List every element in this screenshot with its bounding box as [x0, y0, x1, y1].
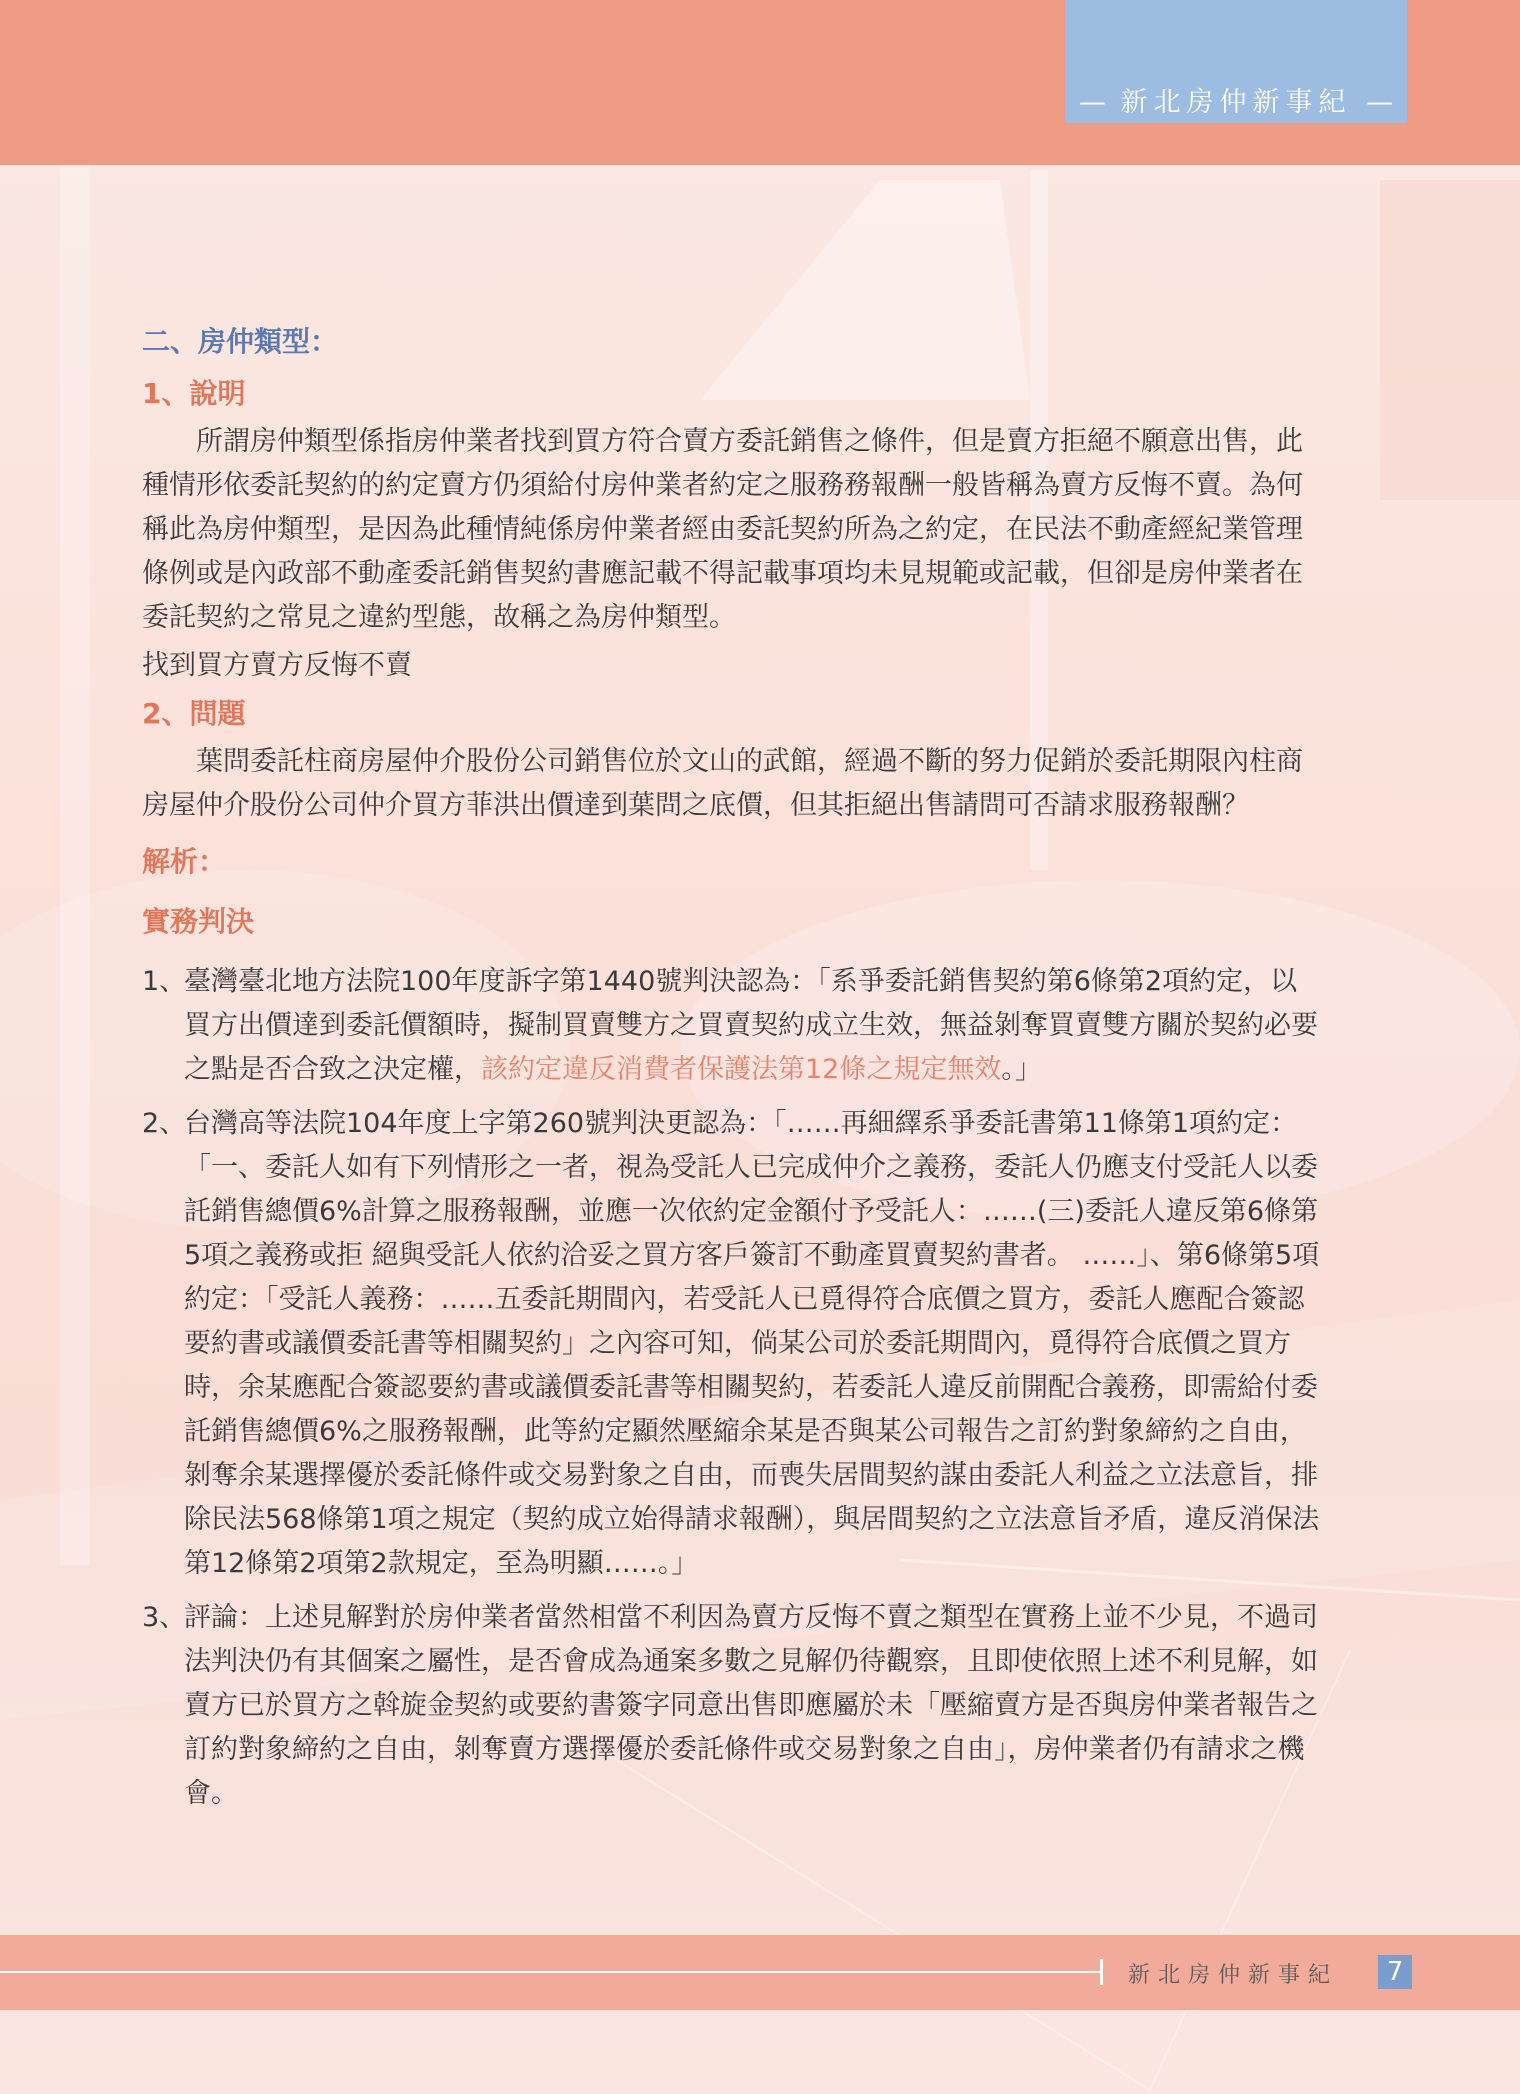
list-item [142, 1102, 1322, 1586]
section-heading: 二、房仲類型： [142, 325, 339, 358]
analysis-heading: 解析： [142, 845, 227, 878]
article-body [142, 320, 1322, 1826]
subheading-explanation: 1、說明 [142, 377, 246, 410]
subheading-question: 2、問題 [142, 697, 246, 730]
list-text-end: 。」 [1001, 1054, 1042, 1085]
footer-rule [0, 1971, 1100, 1973]
judgment-heading: 實務判決 [142, 905, 255, 938]
highlight-text: 該約定違反消費者保護法第12條之規定無效 [481, 1054, 1002, 1085]
footer-title: 新北房仲新事紀 [1128, 1963, 1339, 1988]
list-item [142, 1596, 1322, 1816]
page-number: 7 [1378, 1955, 1412, 1989]
list-text: 臺灣臺北地方法院100年度訴字第1440號判決認為：「系爭委託銷售契約第6條第2項約定，以買方出價達到委託價額時，擬制買賣雙方之買賣契約成立生效，無益剝奪買賣雙方關於契約必要之點是否合致之決定權， [184, 966, 1318, 1085]
list-text: 台灣高等法院104年度上字第260號判決更認為：「……再細繹系爭委託書第11條第1項約定：「一、委託人如有下列情形之一者，視為受託人已完成仲介之義務，委託人仍應支付受託人以委託銷售總價6%計算之服務報酬，並應一次依約定金額付予受託人：……(三)委託人違反第6條第5項之義務或拒 絕與受託人依約洽妥之買方客戶簽訂不動產買賣契約書者。 ……」、第6條第5項約定：「受託人義務：……五委託期間內，若受託人已覓得符合底價之買方，委託人應配合簽認要約書或議價委託書等相關契約」之內容可知，倘某公司於委託期間內，覓得符合底價之買方時，余某應配合簽認要約書或議價委託書等相關契約，若委託人違反前開配合義務，即需給付委託銷售總價6%之服務報酬，此等約定顯然壓縮余某是否與某公司報告之訂約對象締約之自由，剝奪余某選擇優於委託條件或交易對象之自由，而喪失居間契約謀由委託人利益之立法意旨，排除民法568條第1項之規定（契約成立始得請求報酬），與居間契約之立法意旨矛盾，違反消保法第12條第2項第2款規定，至為明顯……。」 [184, 1108, 1320, 1579]
paragraph-question: 葉問委託柱商房屋仲介股份公司銷售位於文山的武館，經過不斷的努力促銷於委託期限內柱商房屋仲介股份公司仲介買方菲洪出價達到葉問之底價，但其拒絕出售請問可否請求服務報酬？ [142, 746, 1303, 821]
header-title: — 新北房仲新事紀 — [1078, 87, 1394, 118]
paragraph-explanation: 所謂房仲類型係指房仲業者找到買方符合賣方委託銷售之條件，但是賣方拒絕不願意出售，此種情形依委託契約的約定賣方仍須給付房仲業者約定之服務務報酬一般皆稱為賣方反悔不賣。為何稱此為房仲類型，是因為此種情純係房仲業者經由委託契約所為之約定，在民法不動產經紀業管理條例或是內政部不動產委託銷售契約書應記載不得記載事項均未見規範或記載，但卻是房仲業者在委託契約之常見之違約型態，故稱之為房仲類型。 [142, 426, 1303, 633]
judgment-list [142, 960, 1322, 1816]
list-number: 2、 [142, 1108, 187, 1139]
list-item [142, 960, 1322, 1092]
list-text: 評論：上述見解對於房仲業者當然相當不利因為賣方反悔不賣之類型在實務上並不少見，不過司法判決仍有其個案之屬性，是否會成為通案多數之見解仍待觀察，且即使依照上述不利見解，如賣方已於買方之斡旋金契約或要約書簽字同意出售即應屬於未「壓縮賣方是否與房仲業者報告之訂約對象締約之自由，剝奪賣方選擇優於委託條件或交易對象之自由」，房仲業者仍有請求之機會。 [184, 1602, 1318, 1809]
list-number: 3、 [142, 1602, 187, 1633]
plain-line: 找到買方賣方反悔不賣 [142, 650, 412, 681]
list-number: 1、 [142, 966, 187, 997]
footer-rule-tick [1100, 1959, 1103, 1985]
